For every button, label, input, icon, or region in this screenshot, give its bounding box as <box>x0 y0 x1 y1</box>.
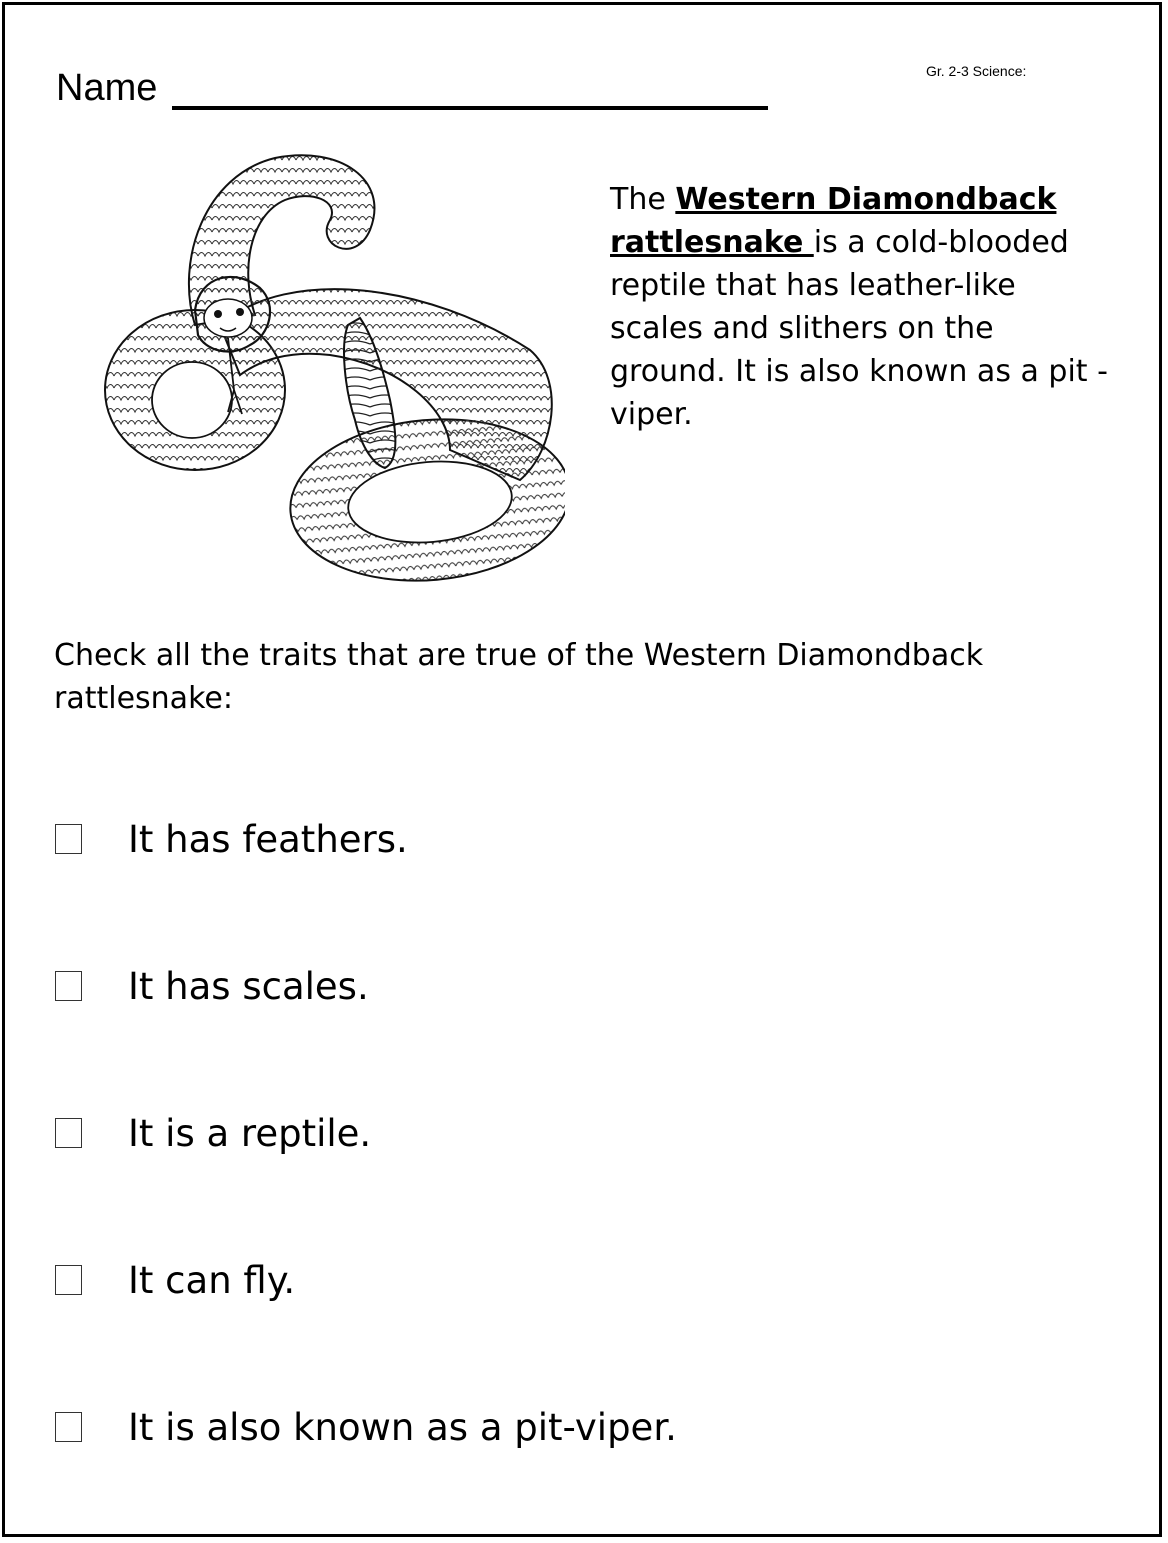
trait-label: It is also known as a pit-viper. <box>128 1406 677 1449</box>
trait-label: It is a reptile. <box>128 1112 372 1155</box>
trait-label: It has feathers. <box>128 818 408 861</box>
trait-checkbox[interactable] <box>55 1412 82 1442</box>
name-write-line[interactable] <box>172 106 768 110</box>
instruction-text: Check all the traits that are true of the Western Diamondback rattlesnake: <box>54 638 984 716</box>
trait-label: It has scales. <box>128 965 369 1008</box>
intro-lead: The <box>610 182 676 217</box>
trait-item <box>55 818 1055 872</box>
species-name: Western Diamondback rattlesnake <box>610 182 1057 260</box>
intro-paragraph <box>610 178 1110 436</box>
intro-description: is a cold-blooded reptile that has leather-like scales and slithers on the ground. It is also known as a pit -viper. <box>610 225 1108 432</box>
trait-item <box>55 1259 1055 1313</box>
trait-checkbox[interactable] <box>55 1265 82 1295</box>
grade-label: Gr. 2-3 Science: <box>926 63 1027 79</box>
trait-label: It can fly. <box>128 1259 296 1302</box>
trait-checkbox[interactable] <box>55 1118 82 1148</box>
trait-item <box>55 1406 1055 1460</box>
trait-item <box>55 965 1055 1019</box>
trait-checkbox[interactable] <box>55 824 82 854</box>
trait-checkbox[interactable] <box>55 971 82 1001</box>
rattlesnake-illustration <box>100 150 565 585</box>
trait-item <box>55 1112 1055 1166</box>
name-label: Name <box>56 67 158 109</box>
